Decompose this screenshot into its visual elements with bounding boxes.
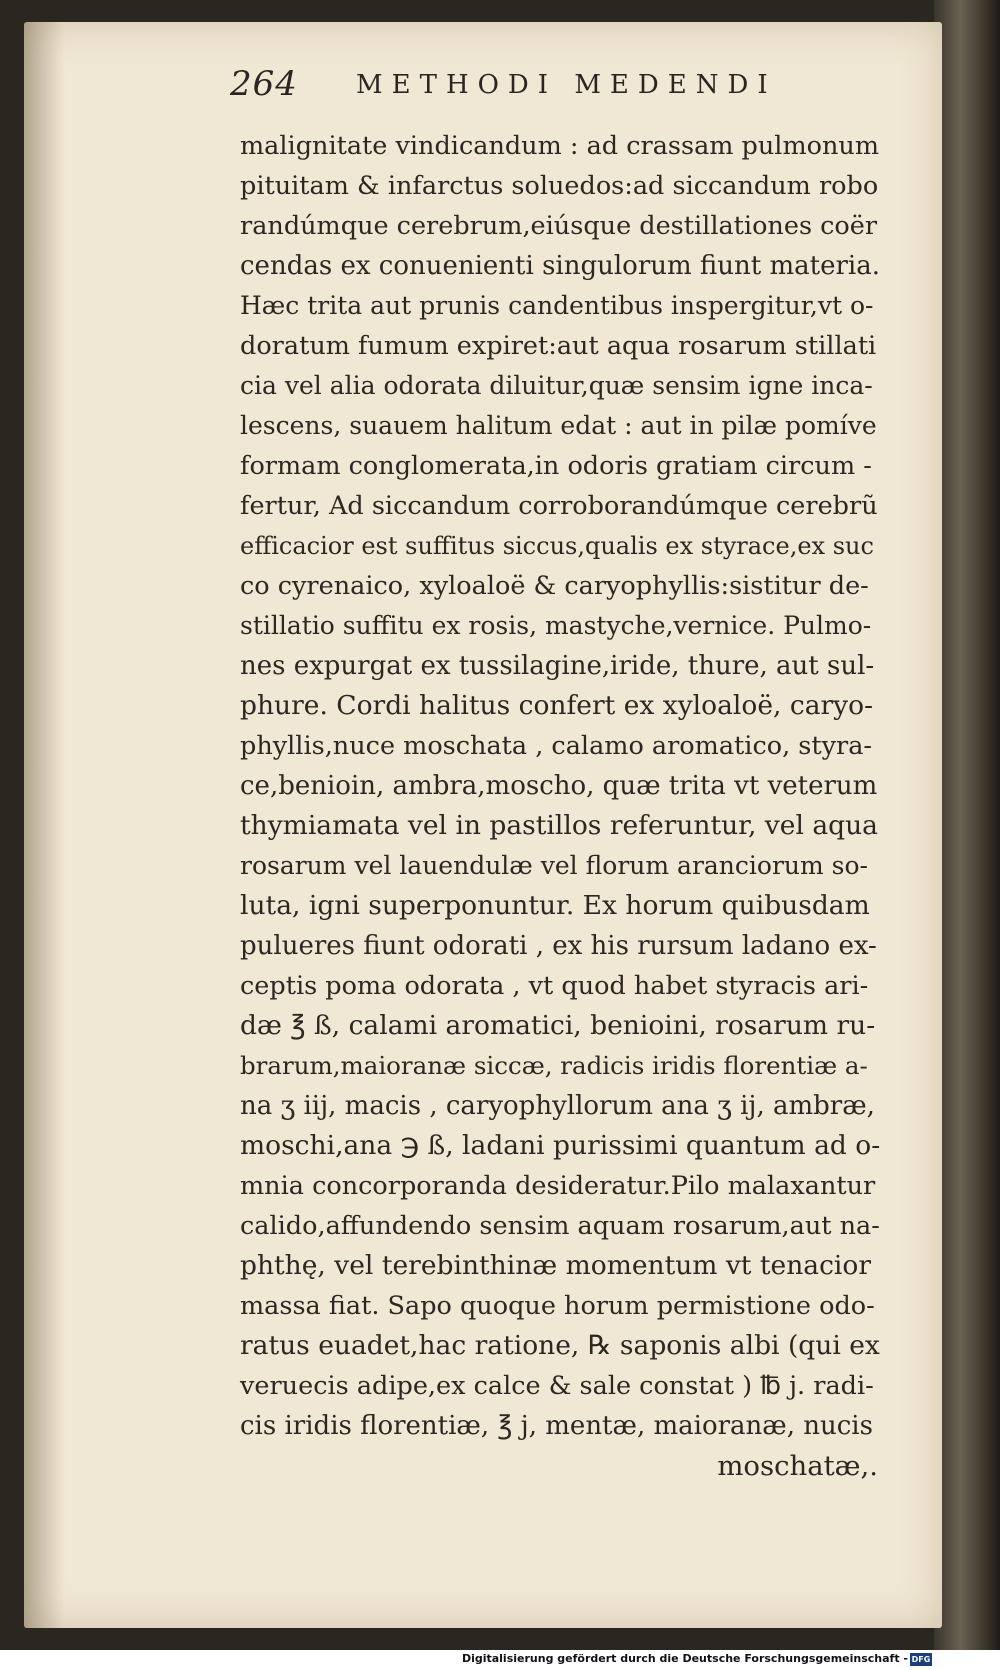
text-line: pituitam & infarctus soluedos:ad siccandum robo — [240, 171, 879, 201]
text-line: na ʒ iij, macis , caryophyllorum ana ʒ ij, ambræ, — [240, 1091, 875, 1121]
text-line: mnia concorporanda desideratur.Pilo malaxantur — [240, 1171, 876, 1201]
text-line: randúmque cerebrum,eiúsque destillationes coër — [240, 211, 878, 241]
text-line: cia vel alia odorata diluitur,quæ sensim igne inca- — [240, 371, 873, 400]
text-line: malignitate vindicandum : ad crassam pulmonum — [240, 131, 880, 161]
text-line: Hæc trita aut prunis candentibus inspergitur,vt o- — [240, 291, 874, 320]
text-line: phure. Cordi halitus confert ex xyloaloë, caryo- — [240, 690, 874, 721]
gutter-shadow — [24, 22, 64, 1628]
text-line: ce,benioin, ambra,moscho, quæ trita vt veterum — [240, 771, 878, 801]
text-line: dæ ℥ ß, calami aromatici, benioini, rosarum ru- — [240, 1010, 876, 1041]
text-line: calido,affundendo sensim aquam rosarum,aut na- — [240, 1211, 880, 1241]
page-number: 264 — [230, 64, 298, 104]
text-line: phthę, vel terebinthinæ momentum vt tenacior — [240, 1250, 872, 1281]
text-line: moschi,ana ℈ ß, ladani purissimi quantum ad o- — [240, 1130, 881, 1161]
text-line: cis iridis florentiæ, ℥ j, mentæ, maioranæ, nucis — [240, 1411, 873, 1441]
text-line: doratum fumum expiret:aut aqua rosarum stillati — [240, 331, 877, 361]
page-header — [230, 64, 870, 124]
facing-page-edge — [934, 0, 1000, 1650]
text-line: stillatio suffitu ex rosis, mastyche,vernice. Pulmo- — [240, 611, 872, 640]
text-line: thymiamata vel in pastillos referuntur, vel aqua — [240, 810, 878, 841]
text-line: lescens, suauem halitum edat : aut in pilæ pomíve — [240, 411, 877, 440]
text-line: veruecis adipe,ex calce & sale constat ) ℔ j. radi- — [240, 1371, 874, 1401]
text-line: co cyrenaico, xyloaloë & caryophyllis:sistitur de- — [240, 571, 869, 601]
text-line: massa fiat. Sapo quoque horum permistione odo- — [240, 1291, 875, 1321]
text-line: luta, igni superponuntur. Ex horum quibusdam — [240, 890, 870, 921]
text-line: formam conglomerata,in odoris gratiam circum - — [240, 451, 872, 481]
text-line: phyllis,nuce moschata , calamo aromatico, styra- — [240, 731, 873, 761]
text-line: pulueres fiunt odorati , ex his rursum ladano ex- — [240, 931, 877, 961]
text-line: ceptis poma odorata , vt quod habet styracis ari- — [240, 971, 869, 1001]
text-line: rosarum vel lauendulæ vel florum aranciorum so- — [240, 851, 868, 880]
text-line: cendas ex conuenienti singulorum fiunt materia. — [240, 251, 880, 281]
dfg-logo: DFG — [911, 1655, 931, 1664]
body-text — [240, 126, 880, 1486]
digitization-footer — [0, 1650, 1000, 1670]
running-head: METHODI MEDENDI — [356, 70, 777, 100]
text-line: brarum,maioranæ siccæ, radicis iridis florentiæ a- — [240, 1051, 868, 1080]
catchword-line: moschatæ,. — [717, 1450, 878, 1482]
text-line: efficacior est suffitus siccus,qualis ex styrace,ex suc — [240, 532, 874, 560]
footer-credit: Digitalisierung gefördert durch die Deutsche Forschungsgemeinschaft - — [461, 1652, 908, 1665]
text-line: nes expurgat ex tussilagine,iride, thure, aut sul- — [240, 651, 875, 681]
text-line: fertur, Ad siccandum corroborandúmque cerebrũ — [240, 491, 878, 521]
text-line: ratus euadet,hac ratione, ℞ saponis albi (qui ex — [240, 1330, 880, 1361]
